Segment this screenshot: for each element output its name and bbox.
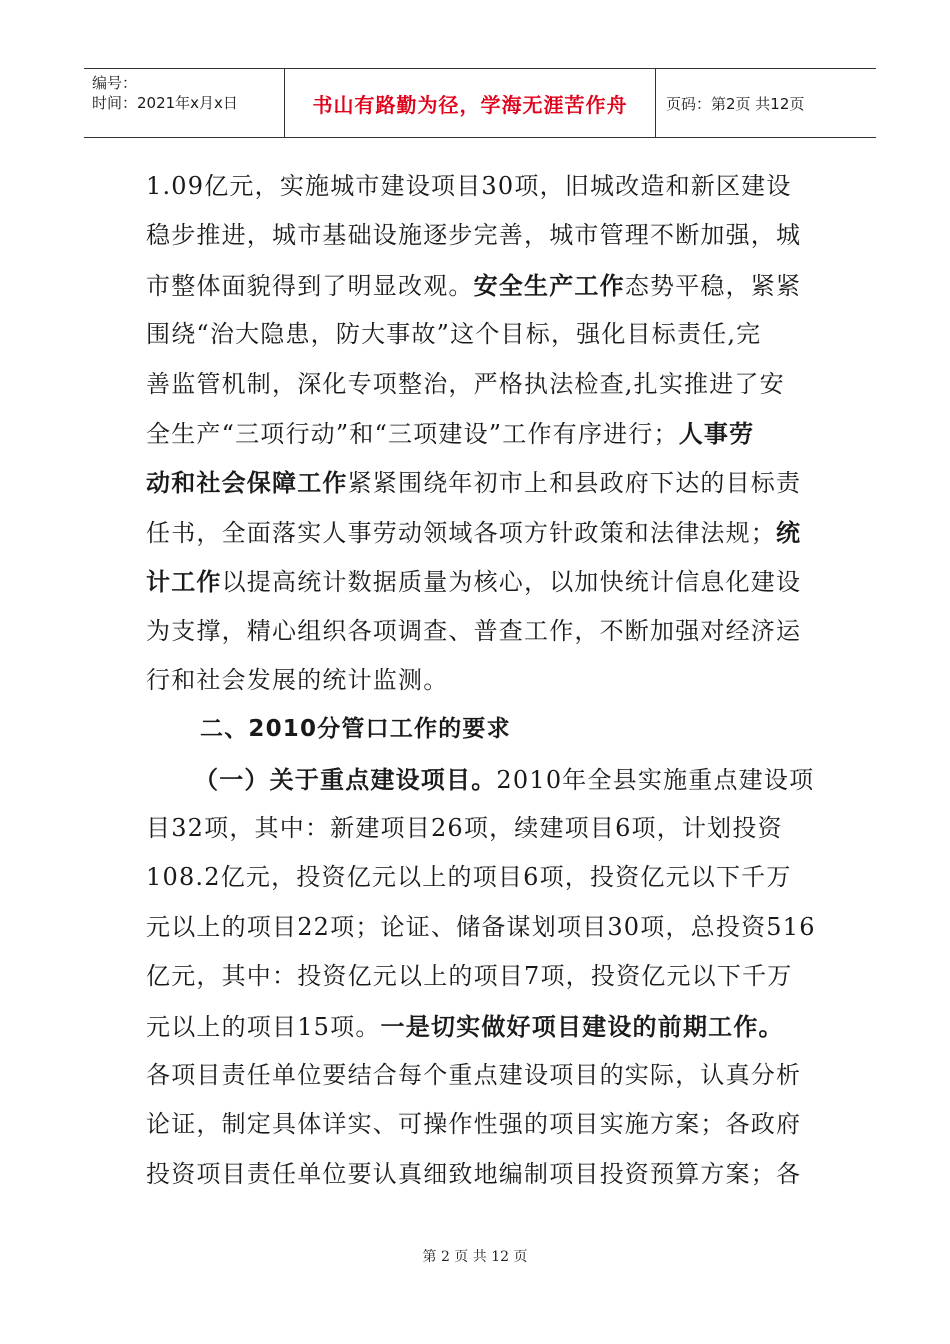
header-page-label: 页码：第2页 共12页 (666, 94, 805, 113)
page-header (84, 68, 876, 138)
body-line (146, 458, 818, 507)
body-line: 1.09亿元，实施城市建设项目30项，旧城改造和新区建设 (146, 172, 792, 200)
body-line: 目32项，其中：新建项目26项，续建项目6项，计划投资 (146, 814, 783, 843)
body-line (146, 409, 818, 458)
header-meta (84, 69, 284, 137)
body-line: 论证，制定具体详实、可操作性强的项目实施方案；各政府 (146, 1110, 802, 1139)
body-line: 围绕“治大隐患，防大事故”这个目标，强化目标责任,完 (146, 320, 762, 349)
body-line: 行和社会发展的统计监测。 (146, 665, 449, 694)
body-line (146, 755, 818, 804)
bold-term: 动和社会保障工作 (146, 468, 348, 498)
page-footer: 第 2 页 共 12 页 (422, 1249, 528, 1265)
text-run: 态势平稳，紧紧 (624, 271, 802, 300)
header-motto: 书山有路勤为径，学海无涯苦作舟 (284, 69, 656, 137)
body-line (146, 508, 818, 557)
text-run: 市整体面貌得到了明显改观。 (146, 271, 474, 300)
bold-term: 统 (776, 517, 802, 547)
subsection-title: （一）关于重点建设项目。 (194, 764, 497, 794)
body-line (146, 1002, 818, 1051)
bold-term: 计工作 (146, 567, 222, 597)
text-run: 元以上的项目15项。 (146, 1012, 381, 1041)
body-line (146, 557, 818, 606)
body-line: 108.2亿元，投资亿元以上的项目6项，投资亿元以下千万 (146, 863, 792, 892)
body-line: 稳步推进，城市基础设施逐步完善，城市管理不断加强，城 (146, 221, 802, 250)
body-line (146, 261, 818, 310)
body-line: 元以上的项目22项；论证、储备谋划项目30项，总投资516 (146, 912, 816, 941)
body-line: 投资项目责任单位要认真细致地编制项目投资预算方案；各 (146, 1159, 802, 1188)
bold-term: 人事劳 (678, 418, 755, 448)
text-run: 紧紧围绕年初市上和县政府下达的目标责 (347, 469, 802, 498)
body-line: 为支撑，精心组织各项调查、普查工作，不断加强对经济运 (146, 616, 802, 645)
number-label: 编号： (92, 74, 138, 92)
text-run: 以提高统计数据质量为核心，以加快统计信息化建设 (221, 568, 802, 597)
time-label: 时间：2021年x月x日 (92, 94, 238, 112)
text-run: 全生产“三项行动”和“三项建设”工作有序进行； (146, 419, 679, 448)
text-run: 2010年全县实施重点建设项 (496, 765, 815, 794)
text-run: 任书，全面落实人事劳动领域各项方针政策和法律法规； (146, 518, 776, 547)
section-heading: 二、2010分管口工作的要求 (200, 716, 511, 743)
body-line: 亿元，其中：投资亿元以上的项目7项，投资亿元以下千万 (146, 962, 793, 991)
bold-term: 一是切实做好项目建设的前期工作。 (380, 1011, 784, 1041)
document-body (146, 162, 818, 1199)
bold-term: 安全生产工作 (473, 270, 625, 300)
body-line: 各项目责任单位要结合每个重点建设项目的实际，认真分析 (146, 1061, 802, 1090)
body-line: 善监管机制，深化专项整治，严格执法检查,扎实推进了安 (146, 369, 785, 398)
